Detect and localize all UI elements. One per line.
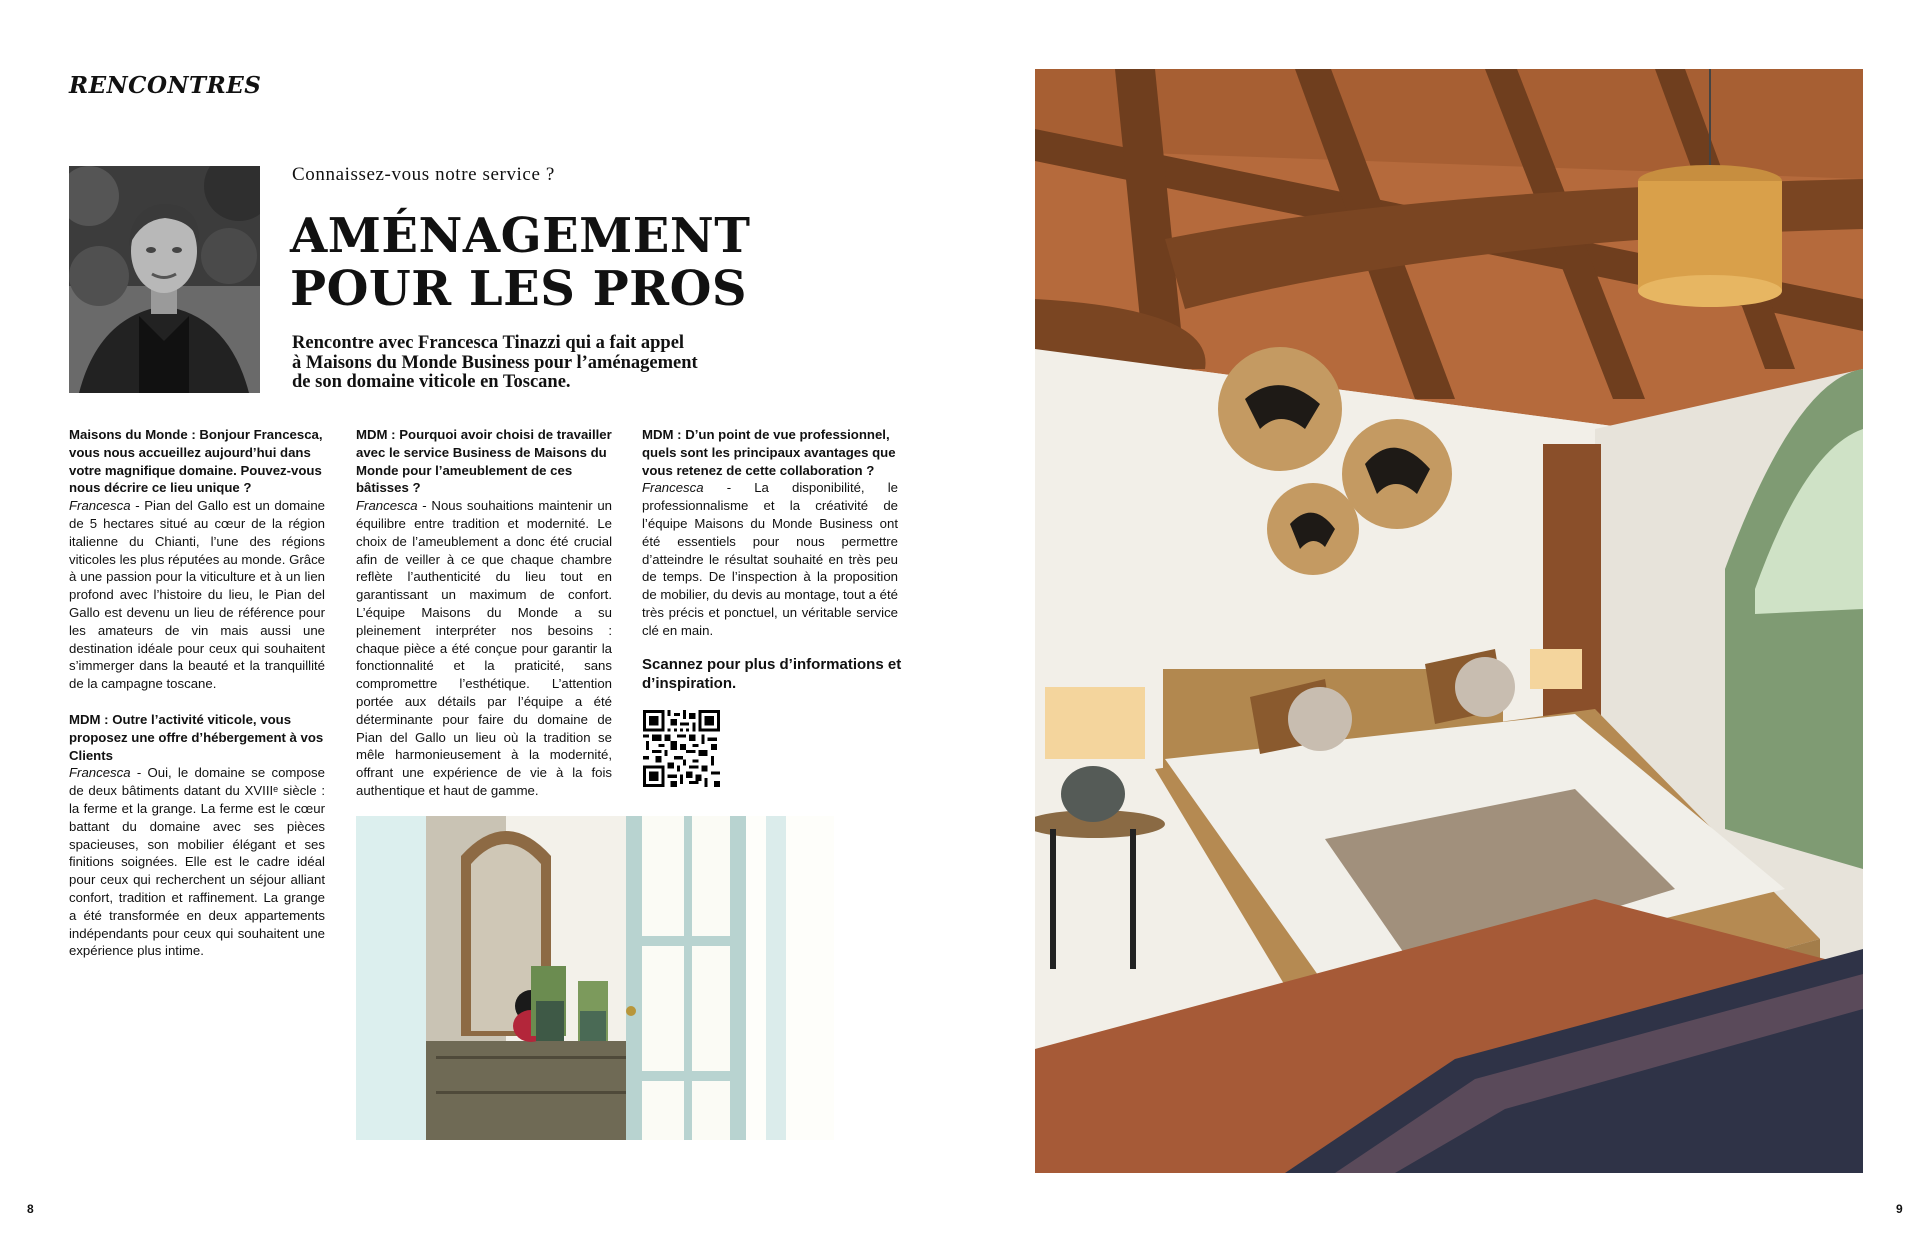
interview-question: MDM : Pourquoi avoir choisi de travailler avec le service Business de Maisons du Monde pour l’ameublement de ces bâtisses ? [356, 427, 612, 496]
standfirst-line-2: à Maisons du Monde Business pour l’aménagement [292, 352, 698, 373]
kicker: Connaissez-vous notre service ? [292, 164, 555, 185]
interview-answer [356, 497, 612, 800]
standfirst [292, 334, 752, 393]
qr-code[interactable] [643, 710, 720, 787]
headline-line-2: POUR LES PROS [290, 261, 748, 317]
answer-speaker: Francesca [69, 765, 131, 781]
bedroom-photo [1035, 69, 1863, 1173]
interview-question: MDM : D’un point de vue professionnel, quels sont les principaux avantages que vous retenez de cette collaboration ? [642, 427, 896, 478]
interior-photo-small [356, 816, 834, 1140]
portrait-photo [69, 166, 260, 393]
headline [290, 210, 750, 316]
interview-answer [642, 479, 898, 639]
interview-question: MDM : Outre l’activité viticole, vous proposez une offre d’hébergement à vos Clients [69, 711, 324, 763]
answer-text: - Nous souhaitions maintenir un équilibre entre tradition et modernité. Le choix de l’ameublement a donc été crucial afin de veiller à ce que chaque chambre reflète l’authenticité du lieu tout en garantissant un maximum de confort. L’équipe Maisons du Monde a su pleinement interpréter nos besoins : chaque pièce a été conçue pour garantir la fonctionnalité et la praticité, sans compromettre l’esthétique. L’attention portée aux détails par l’équipe a été déterminante pour faire du domaine de Pian del Gallo un lieu où la tradition se mêle harmonieusement à la modernité, offrant une expérience de vie à la fois authentique et haut de gamme. [356, 498, 612, 798]
article-column-3 [642, 426, 898, 640]
answer-text: - Pian del Gallo est un domaine de 5 hectares situé au cœur de la région italienne du Chianti, l’une des régions viticoles les plus réputées au monde. Grâce à une passion pour la viticulture et à un lien profond avec l’histoire du lieu, le Pian del Gallo est devenu un lieu de référence pour les amateurs de vin mais aussi une destination idéale pour ceux qui souhaitent s’immerger dans la beauté et la tranquillité de la campagne toscane. [69, 498, 325, 692]
scan-cta: Scannez pour plus d’informations et d’inspiration. [642, 656, 902, 692]
interview-question: Maisons du Monde : Bonjour Francesca, vous nous accueillez aujourd’hui dans votre magnifique domaine. Pouvez-vous nous décrire ce lieu unique ? [69, 427, 323, 496]
interview-answer [69, 497, 325, 693]
headline-line-1: AMÉNAGEMENT [290, 208, 751, 264]
article-column-1 [69, 426, 325, 960]
standfirst-line-3: de son domaine viticole en Toscane. [292, 372, 571, 392]
answer-text: - Oui, le domaine se compose de deux bâtiments datant du XVIIIᵉ siècle : la ferme et la grange. La ferme est le cœur battant du domaine avec ses pièces spacieuses, son mobilier élégant et ses finitions soignées. Elle est le cadre idéal pour ceux qui recherchent un séjour alliant confort, tradition et raffinement. La grange a été transformée en deux appartements indépendants pour ceux qui souhaitent une expérience plus intime. [69, 765, 325, 959]
section-label: RENCONTRES [69, 72, 262, 99]
interview-answer [69, 764, 325, 960]
article-column-2 [356, 426, 612, 800]
standfirst-line-1: Rencontre avec Francesca Tinazzi qui a fait appel [292, 333, 685, 353]
page-number-right: 9 [1896, 1202, 1903, 1216]
page-number-left: 8 [27, 1202, 34, 1216]
answer-speaker: Francesca [642, 480, 704, 496]
answer-text: - La disponibilité, le professionnalisme et la créativité de l’équipe Maisons du Monde Business ont été essentiels pour nous permettre d’atteindre le résultat souhaité en très peu de temps. De l’inspection à la proposition de mobilier, du devis au montage, tout a été très précis et ponctuel, un véritable service clé en main. [642, 480, 898, 638]
answer-speaker: Francesca [356, 498, 418, 514]
answer-speaker: Francesca [69, 498, 131, 514]
